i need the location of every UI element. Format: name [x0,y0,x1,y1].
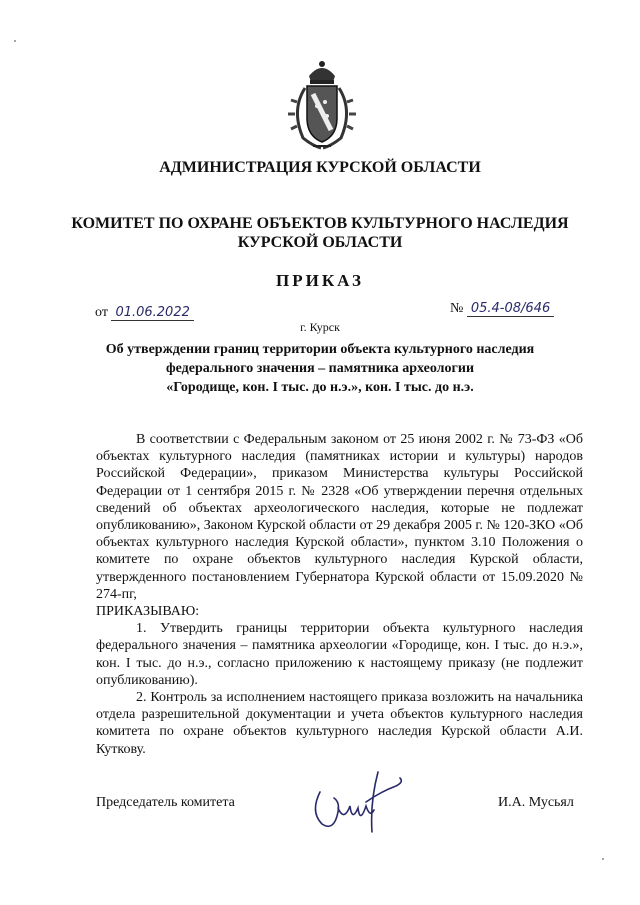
signer-title: Председатель комитета [96,795,235,810]
subject-line1: Об утверждении границ территории объекта культурного наследия [105,342,535,357]
date-prefix: от [95,305,108,320]
preamble-paragraph: В соответствии с Федеральным законом от 25 июня 2002 г. № 73-ФЗ «Об объектах культурного наследия (памятниках истории и культуры) народов Российской Федерации», приказом Министерства культуры Российской Федерации от 1 сентября 2015 г. № 2328 «Об утверждении перечня отдельных сведений об объектах археологического наследия, которые не подлежат опубликованию», Законом Курской области от 29 декабря 2005 г. № 120-ЗКО «Об объектах культурного наследия Курской области», пунктом 3.10 Положения о комитете по охране объектов культурного наследия Курской области, утвержденного постановлением Губернатора Курской области от 15.09.2020 № 274-пг, [96,432,583,602]
committee-title-line2: КУРСКОЙ ОБЛАСТИ [237,234,403,251]
subject-line3: «Городище, кон. I тыс. до н.э.», кон. I тыс. до н.э. [166,380,474,395]
order-keyword: ПРИКАЗЫВАЮ: [96,604,200,620]
coat-of-arms-icon [283,58,361,150]
order-body [96,431,583,758]
subject-line2: федерального значения – памятника археологии [165,361,475,376]
date-value: 01.06.2022 [111,305,193,321]
number-prefix: № [450,301,464,316]
document-type-heading: ПРИКАЗ [276,271,364,290]
committee-title [0,214,640,252]
scan-speck [602,858,604,860]
order-number [450,301,554,317]
city-label: г. Курск [300,320,340,334]
scan-speck [14,40,16,42]
administration-title: АДМИНИСТРАЦИЯ КУРСКОЙ ОБЛАСТИ [159,159,481,176]
clause-1-paragraph: 1. Утвердить границы территории объекта культурного наследия федерального значения – памятника археологии «Городище, кон. I тыс. до н.э.», кон. I тыс. до н.э., согласно приложению к настоящему приказу (не подлежит опубликованию). [96,621,583,688]
order-date [95,305,194,321]
signer-name: И.А. Мусьял [498,795,574,810]
committee-title-line1: КОМИТЕТ ПО ОХРАНЕ ОБЪЕКТОВ КУЛЬТУРНОГО НАСЛЕДИЯ [71,215,569,232]
number-value: 05.4-08/646 [467,301,554,317]
order-subject [80,340,560,397]
clause-2-paragraph: 2. Контроль за исполнением настоящего приказа возложить на начальника отдела разрешительной документации и учета объектов культурного наследия комитета по охране объектов культурного наследия Курской области А.И. Куткову. [96,690,583,757]
signature-icon [300,762,410,842]
